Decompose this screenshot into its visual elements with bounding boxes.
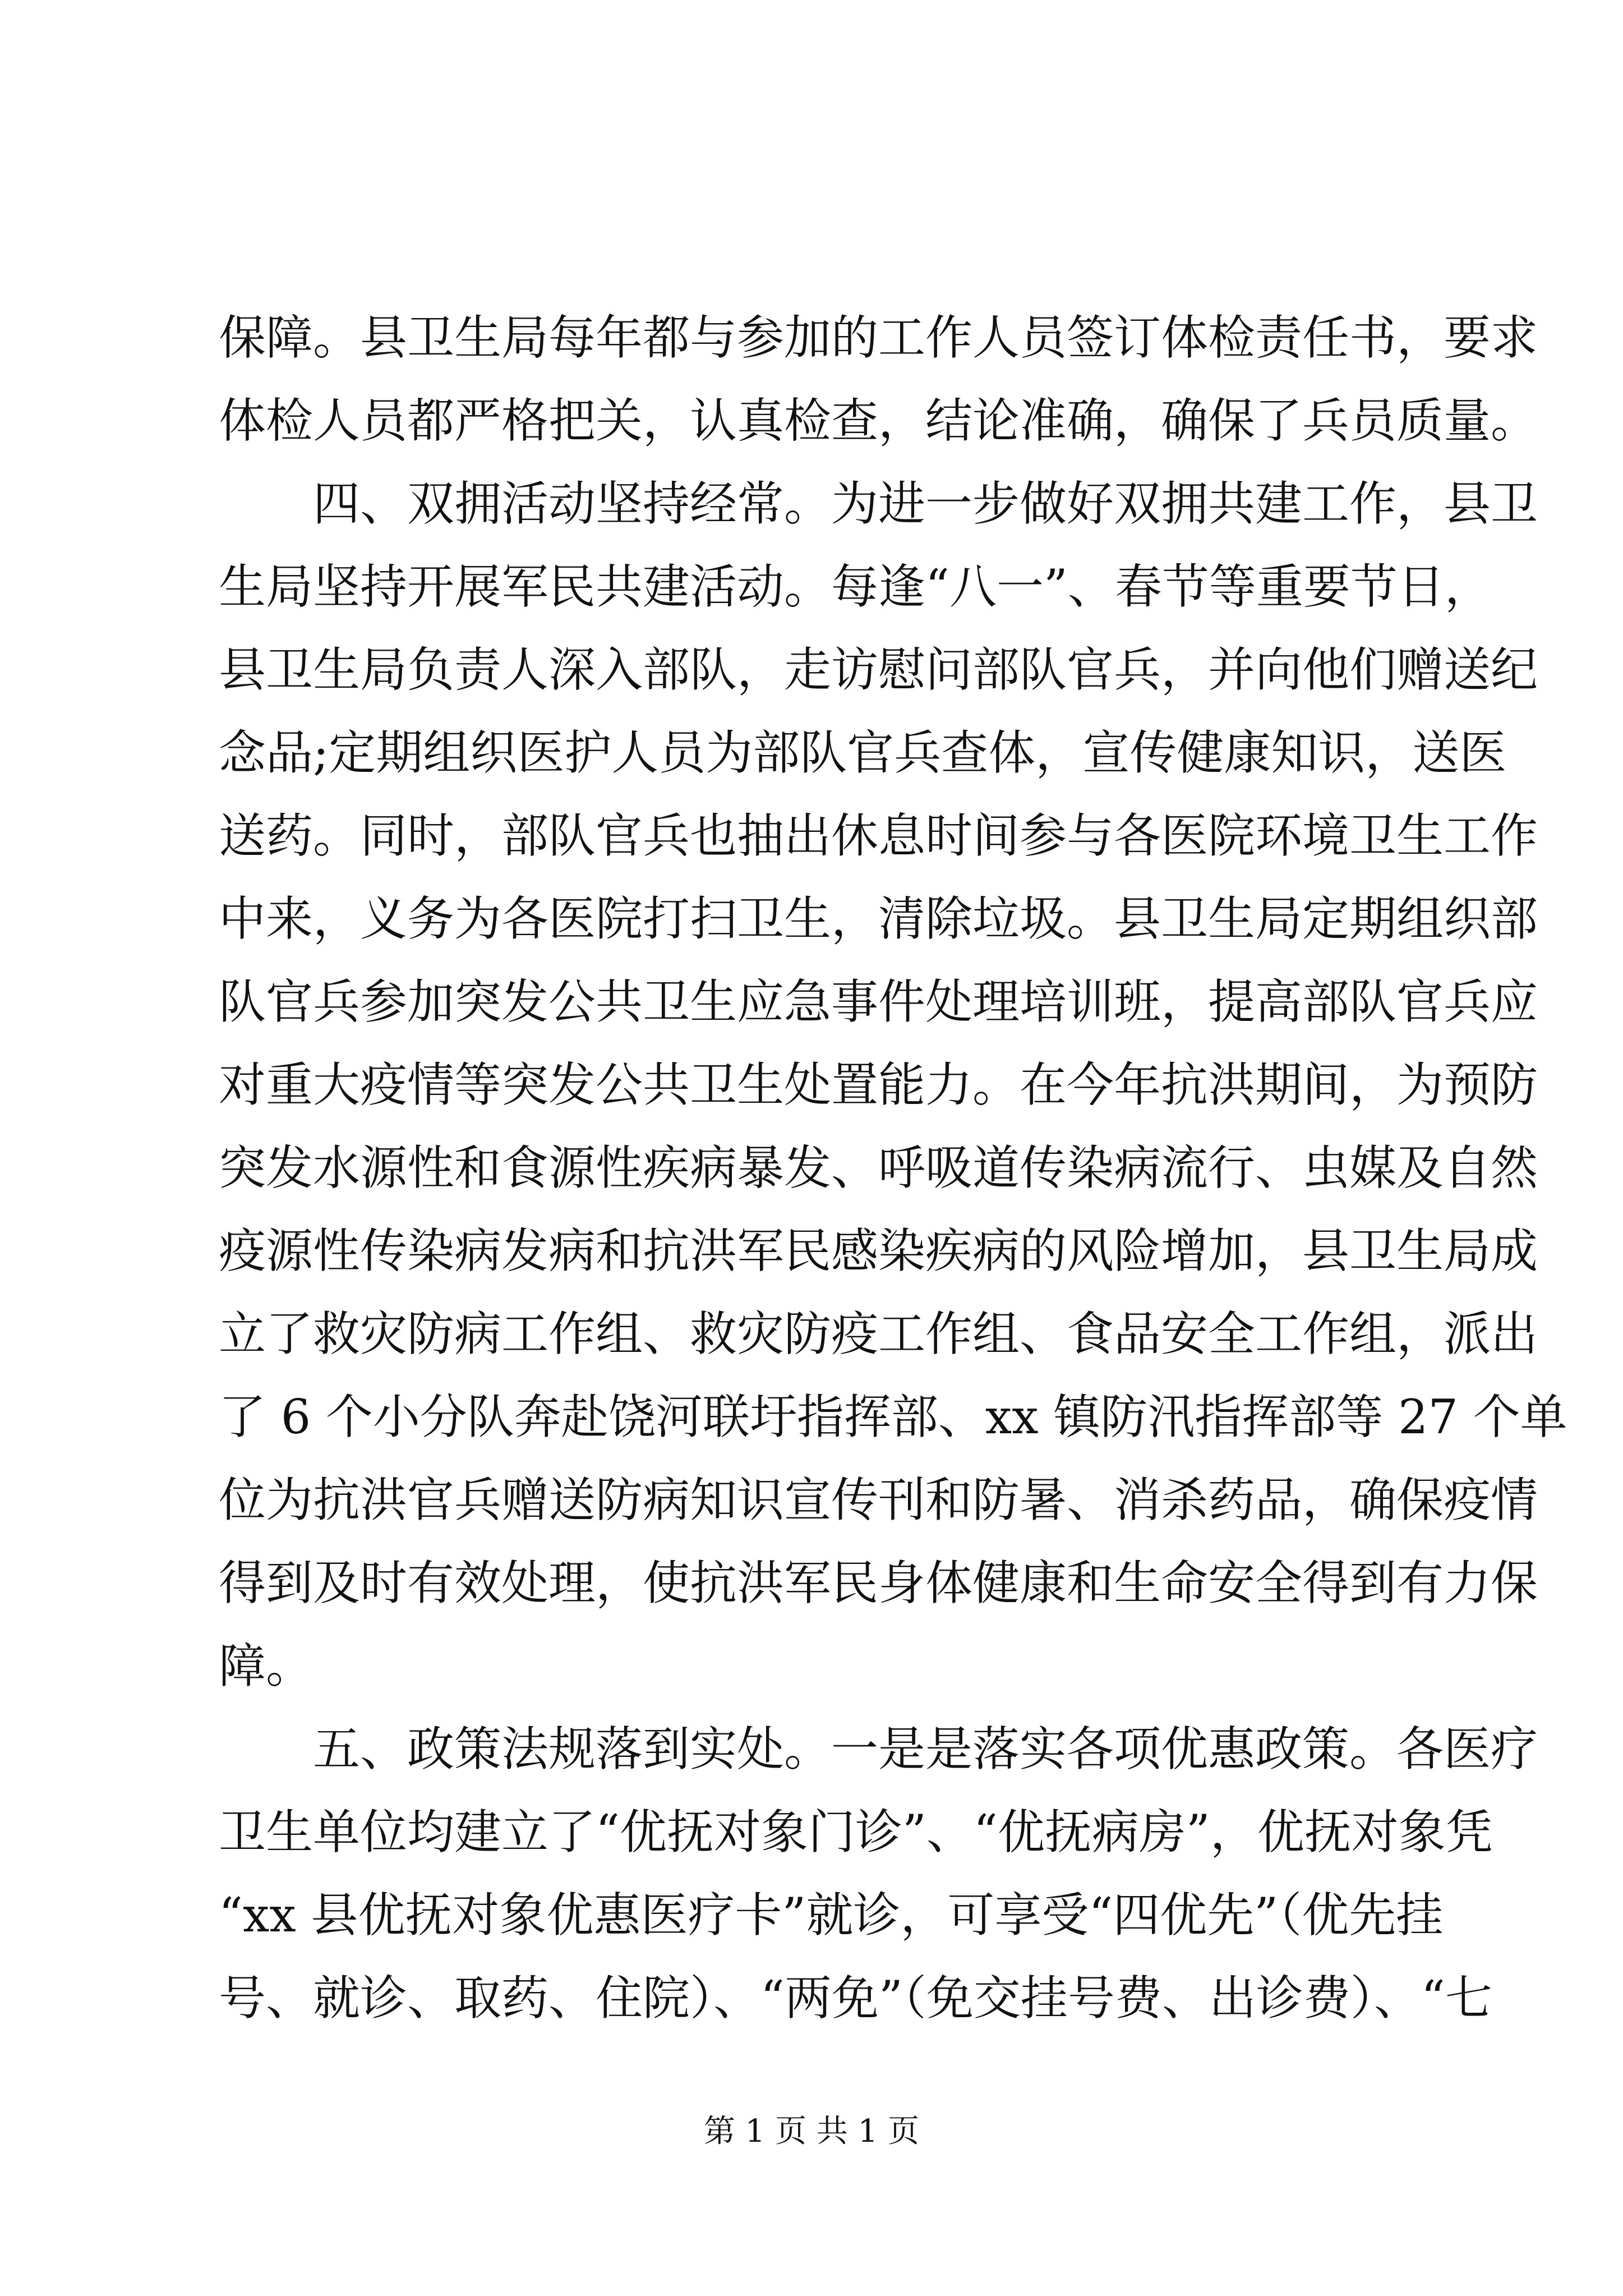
text-line: 卫生单位均建立了“优抚对象门诊”、“优抚病房”，优抚对象凭 [219,1805,1493,1860]
text-line: 生局坚持开展军民共建活动。每逢“八一”、春节等重要节日， [219,559,1492,614]
text-line: 队官兵参加突发公共卫生应急事件处理培训班，提高部队官兵应 [219,974,1538,1029]
text-line: 疫源性传染病发病和抗洪军民感染疾病的风险增加，县卫生局成 [219,1223,1538,1278]
text-line: 号、就诊、取药、住院）、“两免”（免交挂号费、出诊费）、“七 [219,1971,1492,2026]
text-line: 保障。县卫生局每年都与参加的工作人员签订体检责任书，要求 [219,310,1538,365]
text-line: 送药。同时，部队官兵也抽出休息时间参与各医院环境卫生工作 [219,808,1538,863]
paragraph-start-line: 五、政策法规落到实处。一是是落实各项优惠政策。各医疗 [313,1722,1538,1777]
paragraph-start-line: 四、双拥活动坚持经常。为进一步做好双拥共建工作，县卫 [313,476,1538,531]
text-line: 对重大疫情等突发公共卫生处置能力。在今年抗洪期间，为预防 [219,1057,1538,1112]
text-line: 了 6 个小分队奔赴饶河联圩指挥部、xx 镇防汛指挥部等 27 个单 [219,1389,1567,1444]
text-line: 县卫生局负责人深入部队，走访慰问部队官兵，并向他们赠送纪 [219,642,1538,697]
text-line: 体检人员都严格把关，认真检查，结论准确，确保了兵员质量。 [219,393,1538,448]
text-line: 得到及时有效处理，使抗洪军民身体健康和生命安全得到有力保 [219,1556,1538,1611]
page-footer: 第 1 页 共 1 页 [703,2113,920,2150]
text-line: 位为抗洪官兵赠送防病知识宣传刊和防暑、消杀药品，确保疫情 [219,1473,1538,1527]
text-line: 障。 [219,1639,313,1694]
text-line: “xx 县优抚对象优惠医疗卡”就诊，可享受“四优先”（优先挂 [219,1888,1444,1943]
text-line: 中来，义务为各医院打扫卫生，清除垃圾。县卫生局定期组织部 [219,891,1538,946]
text-line: 突发水源性和食源性疾病暴发、呼吸道传染病流行、虫媒及自然 [219,1140,1538,1195]
text-line: 立了救灾防病工作组、救灾防疫工作组、食品安全工作组，派出 [219,1306,1538,1361]
document-body [219,296,1567,2035]
text-line: 念品;定期组织医护人员为部队官兵查体，宣传健康知识，送医 [219,725,1507,780]
